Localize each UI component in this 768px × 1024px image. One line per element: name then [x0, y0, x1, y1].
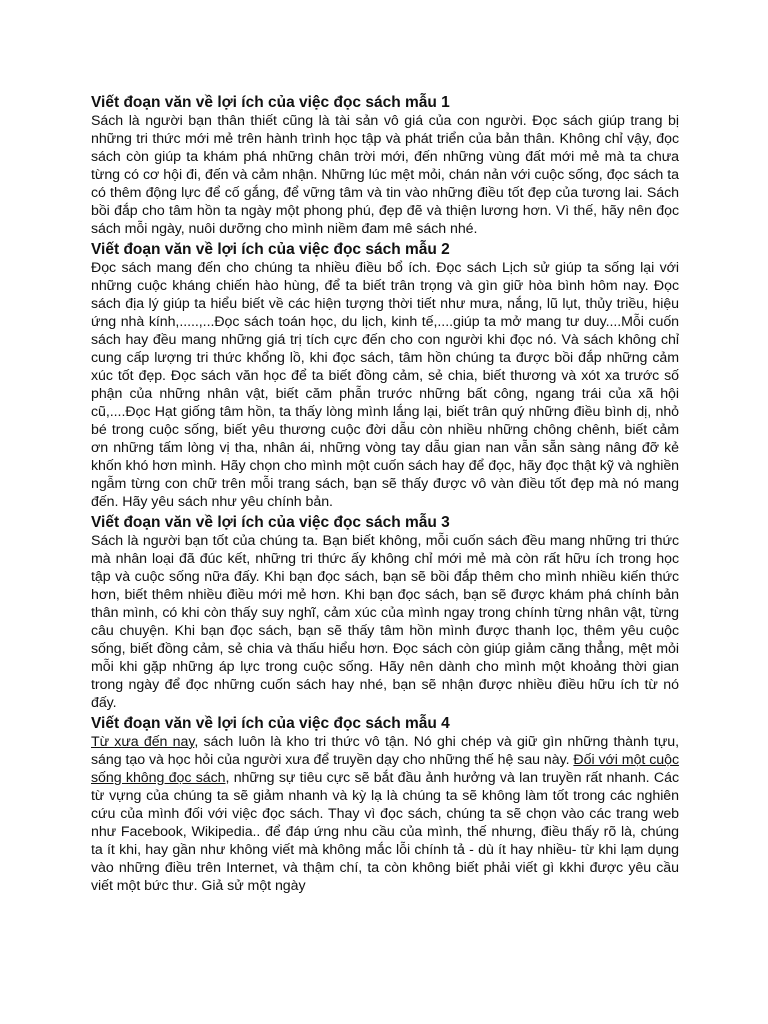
document-page	[91, 93, 679, 897]
section-heading-2: Viết đoạn văn về lợi ích của việc đọc sách mẫu 2	[91, 241, 450, 258]
body-text-segment: , sách luôn là kho tri thức vô tận. Nó ghi chép và giữ gìn những thành tựu, sáng tạo và học hỏi của người xưa để truyền dạy cho những thế hệ sau này.	[91, 734, 680, 768]
body-text-segment: , những sự tiêu cực sẽ bắt đầu ảnh hưởng và lan truyền rất nhanh. Các từ vựng của chúng ta sẽ giảm nhanh và kỳ lạ là chúng ta sẽ không làm tốt trong các nghiên cứu của mình đối với việc đọc sách. Thay vì đọc sách, chúng ta sẽ chọn vào các trang web như Facebook, Wikipedia.. để đáp ứng nhu cầu của mình, thế nhưng, điều thấy rõ là, chúng ta ít khi, hay gần như không viết mà không mắc lỗi chính tả - dù ít hay nhiều- từ khi lạm dụng vào những điều trên Internet, và thậm chí, ta còn không biết phải viết gì kkhi được yêu cầu viết một bức thư. Giả sử một ngày	[91, 770, 679, 894]
section-body-2: Đọc sách mang đến cho chúng ta nhiều điều bổ ích. Đọc sách Lịch sử giúp ta sống lại với những cuộc kháng chiến hào hùng, để ta biết trân trọng và gìn giữ hòa bình hôm nay. Đọc sách địa lý giúp ta hiểu biết về các hiện tượng thời tiết như mưa, nắng, lũ lụt, thủy triều, hiệu ứng nhà kính,.....,...Đọc sách toán học, du lịch, kinh tế,....giúp ta mở mang tư duy....Mỗi cuốn sách hay đều mang những giá trị tích cực đến cho con người khi đọc nó. Và sách không chỉ cung cấp lượng tri thức khổng lồ, khi đọc sách, tâm hồn chúng ta được bồi đắp những cảm xúc tốt đẹp. Đọc sách văn học để ta biết đồng cảm, sẻ chia, biết thương và xót xa trước số phận của những nhân vật, biết căm phẫn trước những bất công, ngang trái của xã hội cũ,....Đọc Hạt giống tâm hồn, ta thấy lòng mình lắng lại, biết trân quý những điều bình dị, nhỏ bé trong cuộc sống, biết yêu thương cuộc đời dẫu còn nhiều những chông chênh, biết cảm ơn những tấm lòng vị tha, nhân ái, những vòng tay dẫu gian nan vẫn sẵn sàng nâng đỡ kẻ khốn khó hơn mình. Hãy chọn cho mình một cuốn sách hay để đọc, hãy đọc thật kỹ và nghiền ngẫm từng con chữ trên mỗi trang sách, bạn sẽ thấy được vô vàn điều tốt đẹp mà nó mang đến. Hãy yêu sách như yêu chính bản.	[91, 260, 679, 510]
underlined-phrase-2: Đối với một cuộc sống không đọc sách	[91, 752, 680, 786]
underlined-phrase-1: Từ xưa đến nay	[91, 734, 195, 750]
section-heading-4: Viết đoạn văn về lợi ích của việc đọc sách mẫu 4	[91, 715, 450, 732]
section-body-3: Sách là người bạn tốt của chúng ta. Bạn biết không, mỗi cuốn sách đều mang những tri thức mà nhân loại đã đúc kết, những tri thức ấy không chỉ mới mẻ mà còn rất hữu ích trong học tập và cuộc sống nữa đấy. Khi bạn đọc sách, bạn sẽ bồi đắp thêm cho mình nhiều kiến thức hơn, biết thêm nhiều điều mới mẻ hơn. Khi bạn đọc sách, bạn sẽ được khám phá chính bản thân mình, có khi còn thấy suy nghĩ, cảm xúc của mình ngay trong chính từng nhân vật, từng câu chuyện. Khi bạn đọc sách, bạn sẽ thấy tâm hồn mình được thanh lọc, thêm yêu cuộc sống, biết đồng cảm, sẻ chia và thấu hiểu hơn. Đọc sách còn giúp giảm căng thẳng, mệt mỏi mỗi khi gặp những áp lực trong cuộc sống. Hãy nên dành cho mình một khoảng thời gian trong ngày để đọc những cuốn sách hay nhé, bạn sẽ nhận được nhiều điều hữu ích từ nó đấy.	[91, 533, 679, 711]
section-heading-1: Viết đoạn văn về lợi ích của việc đọc sách mẫu 1	[91, 94, 450, 111]
section-body-4	[91, 733, 679, 895]
section-heading-3: Viết đoạn văn về lợi ích của việc đọc sách mẫu 3	[91, 514, 450, 531]
section-body-1: Sách là người bạn thân thiết cũng là tài sản vô giá của con người. Đọc sách giúp trang bị những tri thức mới mẻ trên hành trình học tập và phát triển của bản thân. Không chỉ vậy, đọc sách còn giúp ta khám phá những chân trời mới, đến những vùng đất mới mẻ mà ta chưa từng có cơ hội đi, đến và cảm nhận. Những lúc mệt mỏi, chán nản với cuộc sống, đọc sách ta có thêm động lực để cố gắng, để vững tâm và tin vào những điều tốt đẹp của tương lai. Sách bồi đắp cho tâm hồn ta ngày một phong phú, đẹp đẽ và thiện lương hơn. Vì thế, hãy nên đọc sách mỗi ngày, nuôi dưỡng cho mình niềm đam mê sách nhé.	[91, 113, 679, 237]
